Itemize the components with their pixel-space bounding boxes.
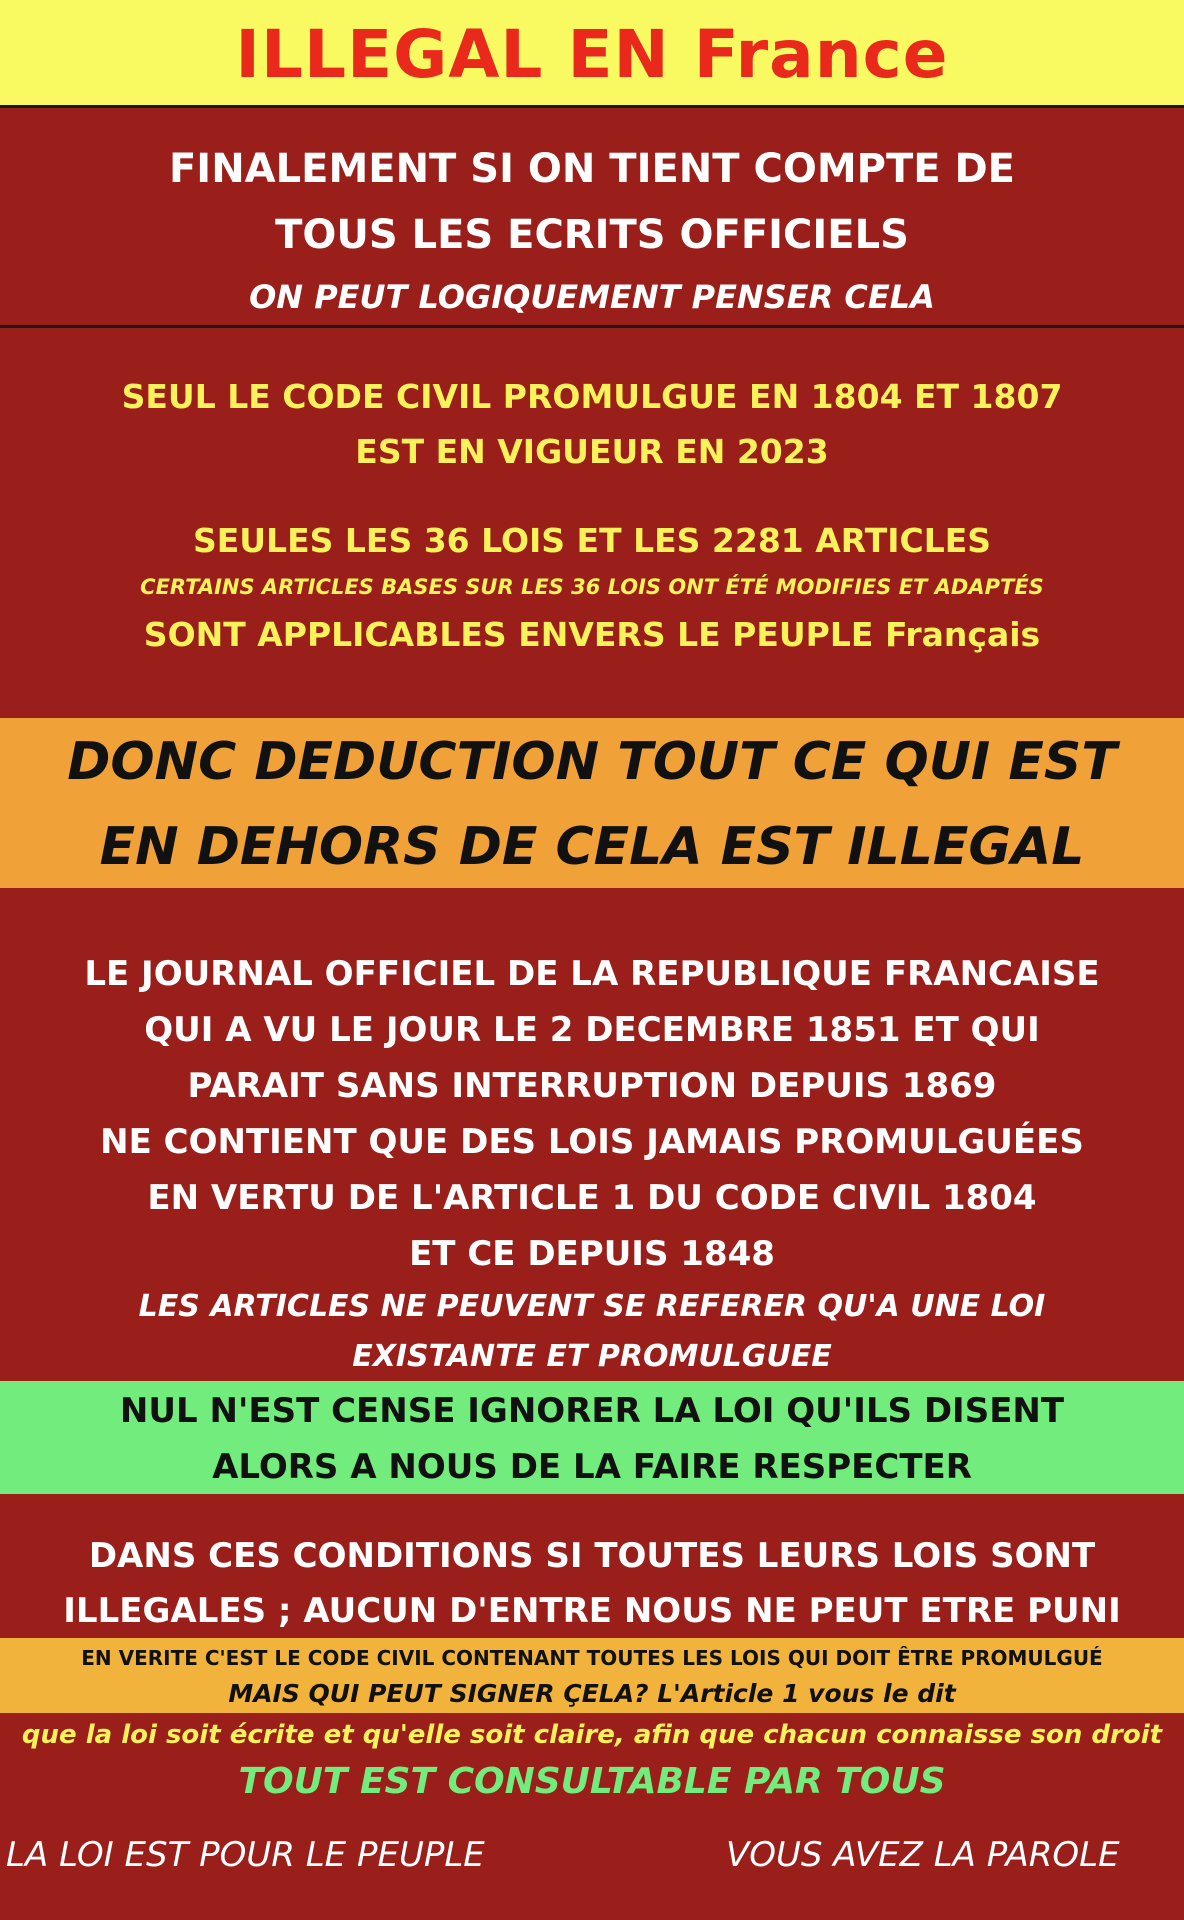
journal-line-7: LES ARTICLES NE PEUVENT SE REFERER QU'A UNE LOI [138,1289,1046,1324]
footer-left: LA LOI EST POUR LE PEUPLE [6,1835,485,1875]
verite-line-1: EN VERITE C'EST LE CODE CIVIL CONTENANT TOUTES LES LOIS QUI DOIT ÊTRE PROMULGUÉ [81,1646,1103,1670]
journal-line-1: LE JOURNAL OFFICIEL DE LA REPUBLIQUE FRANCAISE [84,954,1100,994]
intro-line-2: TOUS LES ECRITS OFFICIELS [275,212,909,258]
code-civil-line-5-end: Français [884,615,1041,654]
deduction-line-1: DONC DEDUCTION TOUT CE QUI EST [67,732,1117,792]
green-line-2: ALORS A NOUS DE LA FAIRE RESPECTER [212,1447,972,1487]
code-civil-line-5 [0,615,1184,654]
green-line-1: NUL N'EST CENSE IGNORER LA LOI QU'ILS DISENT [119,1391,1065,1431]
journal-line-2: QUI A VU LE JOUR LE 2 DECEMBRE 1851 ET QUI [144,1010,1040,1050]
final-line-2: TOUT EST CONSULTABLE PAR TOUS [238,1761,946,1802]
conditions-line-2: ILLEGALES ; AUCUN D'ENTRE NOUS NE PEUT ETRE PUNI [63,1591,1121,1631]
journal-line-5: EN VERTU DE L'ARTICLE 1 DU CODE CIVIL 1804 [147,1178,1037,1218]
intro-line-3: ON PEUT LOGIQUEMENT PENSER CELA [249,278,935,316]
journal-line-4: NE CONTIENT QUE DES LOIS JAMAIS PROMULGUÉES [100,1122,1084,1162]
final-line-1: que la loi soit écrite et qu'elle soit claire, afin que chacun connaisse son droit [21,1720,1163,1750]
code-civil-note: CERTAINS ARTICLES BASES SUR LES 36 LOIS ONT ÉTÉ MODIFIES ET ADAPTÉS [140,575,1044,599]
journal-line-6: ET CE DEPUIS 1848 [409,1234,775,1274]
divider [0,325,1184,328]
code-civil-line-3: SEULES LES 36 LOIS ET LES 2281 ARTICLES [192,521,992,560]
poster-title: ILLEGAL EN France [235,16,949,93]
footer-right: VOUS AVEZ LA PAROLE [726,1835,1120,1875]
code-civil-line-5-main: SONT APPLICABLES ENVERS LE PEUPLE [143,615,885,654]
conditions-line-1: DANS CES CONDITIONS SI TOUTES LEURS LOIS SONT [88,1536,1096,1576]
journal-line-3: PARAIT SANS INTERRUPTION DEPUIS 1869 [187,1066,997,1106]
code-civil-line-1: SEUL LE CODE CIVIL PROMULGUE EN 1804 ET 1807 [121,377,1063,416]
intro-line-1: FINALEMENT SI ON TIENT COMPTE DE [168,146,1015,192]
code-civil-line-2: EST EN VIGUEUR EN 2023 [355,432,829,471]
deduction-line-2: EN DEHORS DE CELA EST ILLEGAL [99,817,1085,877]
verite-line-2: MAIS QUI PEUT SIGNER ÇELA? L'Article 1 vous le dit [228,1679,956,1708]
journal-line-8: EXISTANTE ET PROMULGUEE [352,1339,832,1374]
